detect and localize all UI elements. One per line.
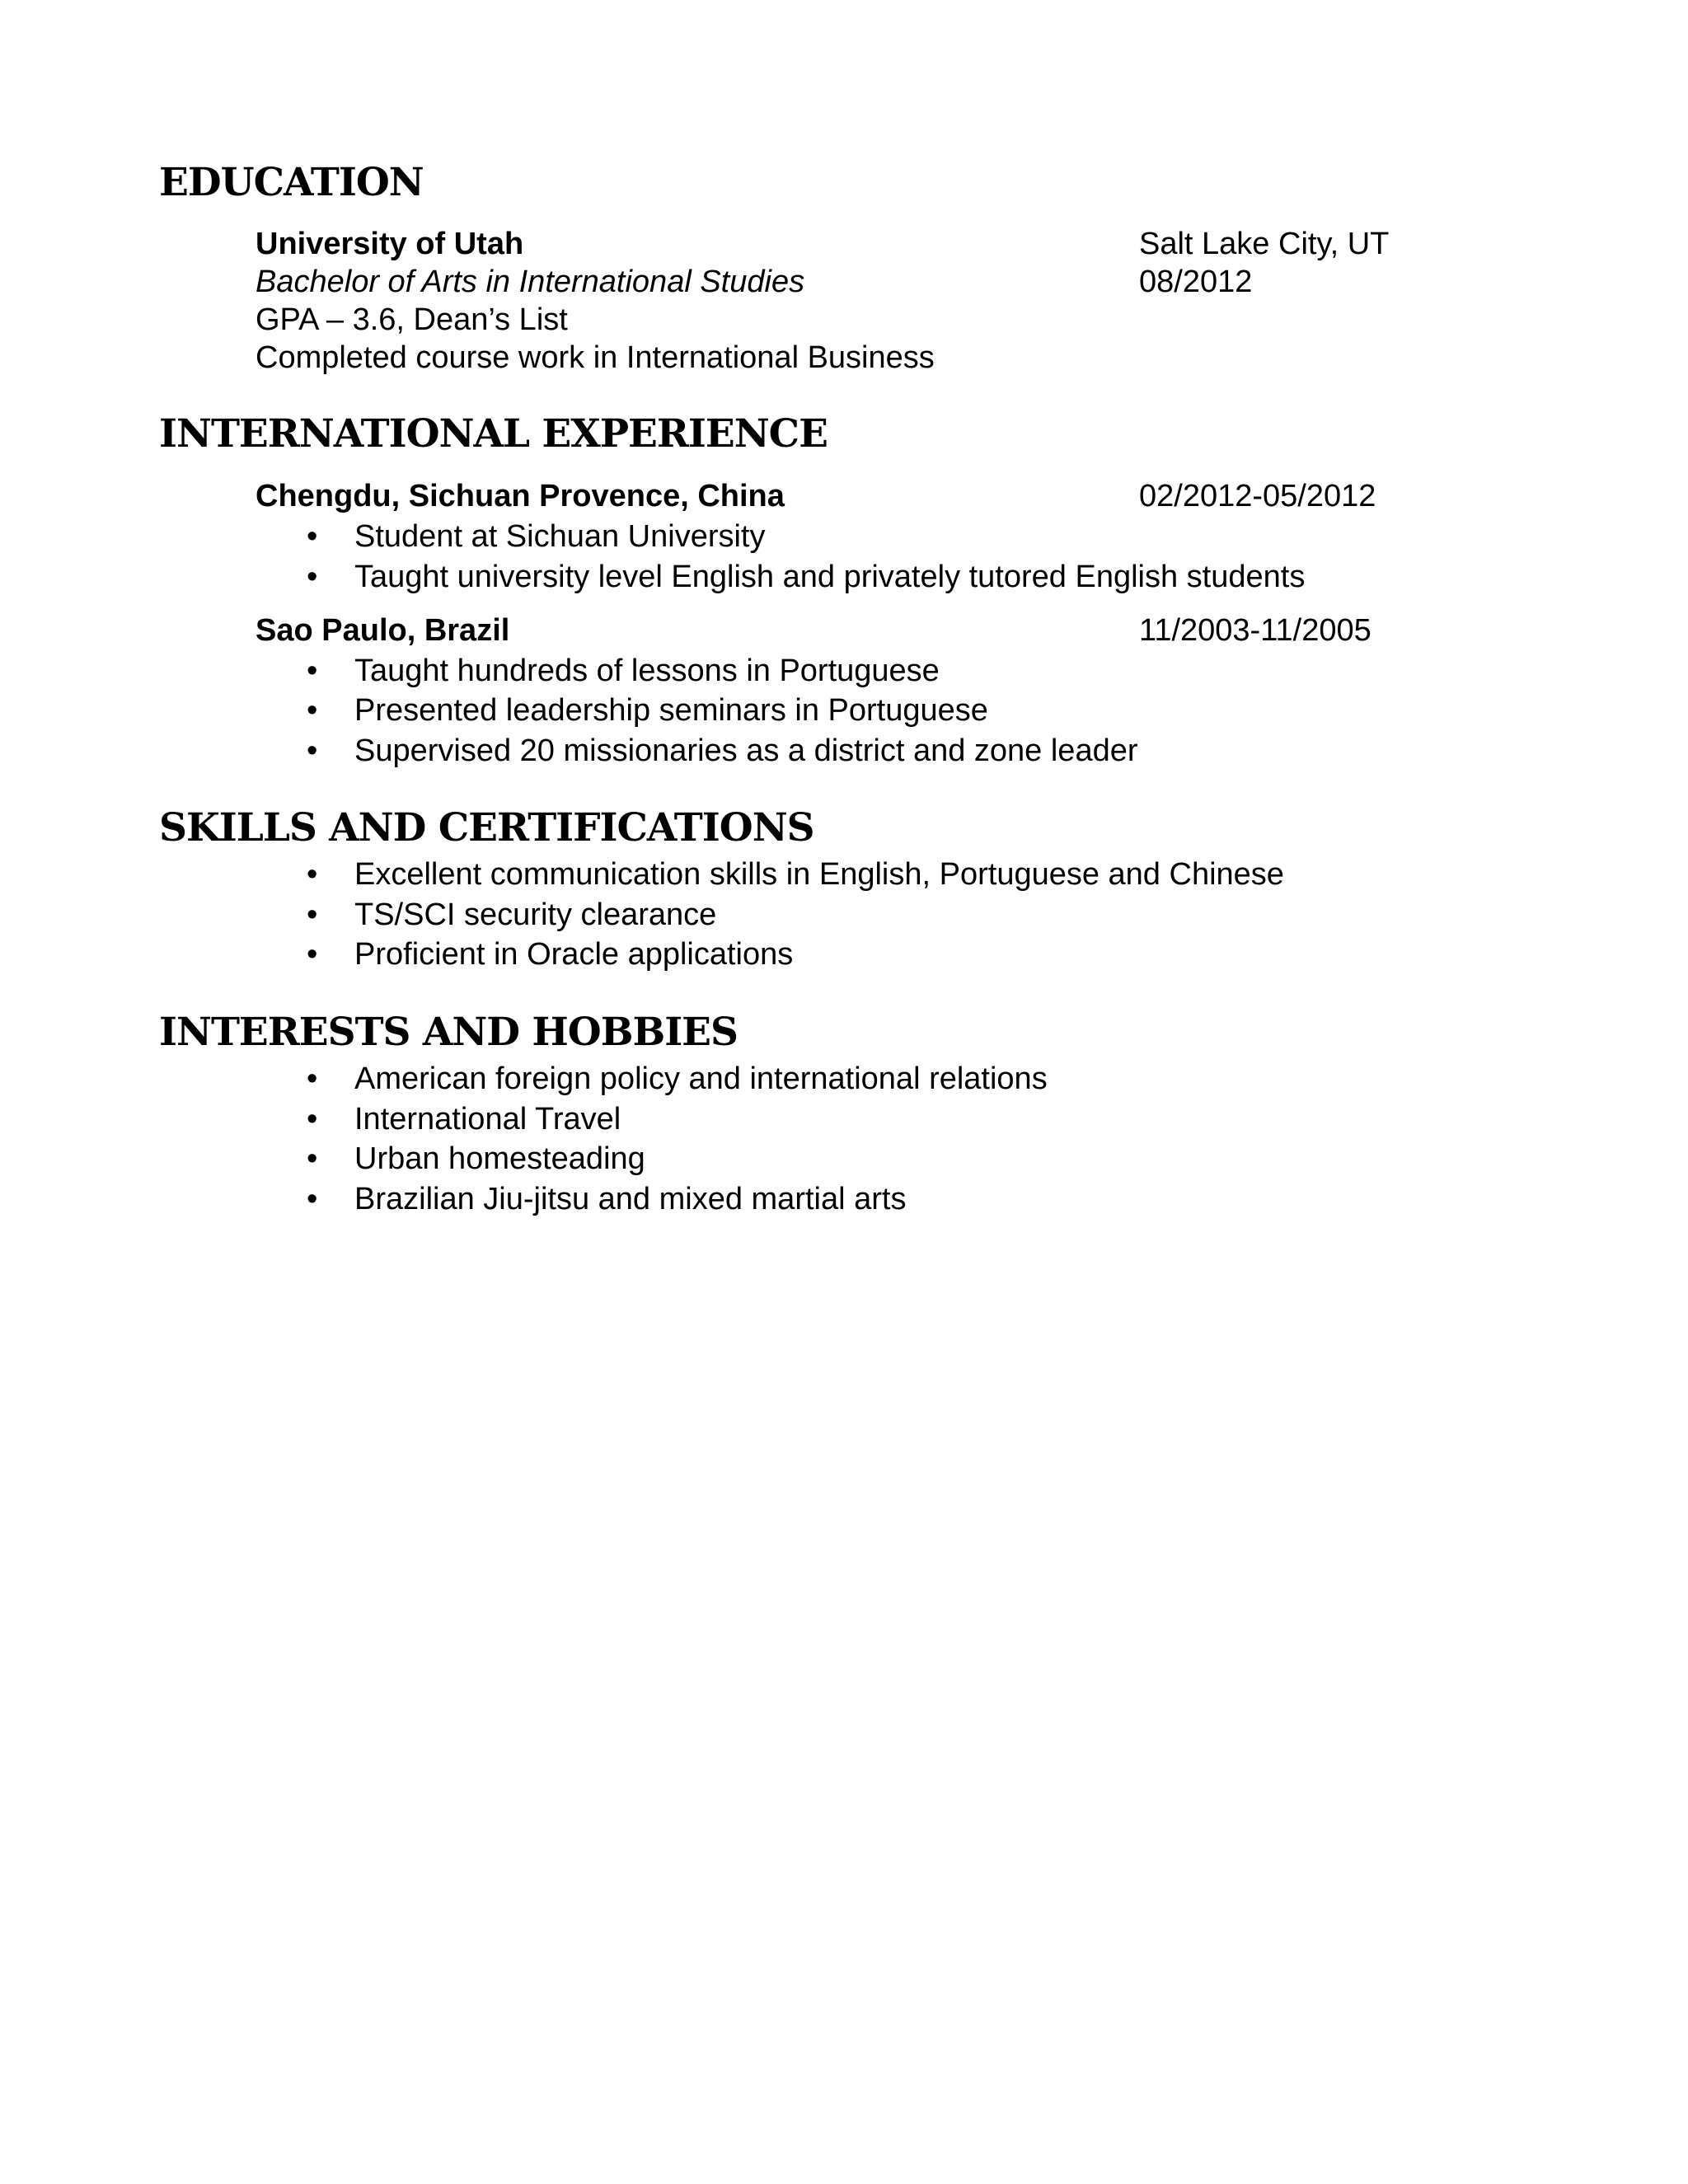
graduation-date: 08/2012 <box>1139 265 1253 299</box>
bullet-text: Supervised 20 missionaries as a district and zone leader <box>354 733 1138 768</box>
bullet-icon: • <box>307 654 318 688</box>
bullet-text: Student at Sichuan University <box>354 519 766 554</box>
bullet-text: Proficient in Oracle applications <box>354 937 794 972</box>
skills-heading: SKILLS AND CERTIFICATIONS <box>159 805 814 851</box>
bullet-text: Urban homesteading <box>354 1141 645 1176</box>
school-location: Salt Lake City, UT <box>1139 227 1390 261</box>
bullet-icon: • <box>307 898 318 932</box>
interests-heading: INTERESTS AND HOBBIES <box>159 1010 738 1055</box>
bullet-text: Excellent communication skills in English, Portuguese and Chinese <box>354 857 1284 892</box>
bullet-text: International Travel <box>354 1102 621 1137</box>
bullet-icon: • <box>307 519 318 554</box>
bullet-icon: • <box>307 1102 318 1137</box>
school-name: University of Utah <box>256 227 524 261</box>
bullet-icon: • <box>307 1062 318 1096</box>
bullet-icon: • <box>307 1182 318 1216</box>
bullet-text: American foreign policy and international relations <box>354 1062 1048 1096</box>
bullet-icon: • <box>307 857 318 892</box>
coursework-line: Completed course work in International Business <box>256 340 935 375</box>
gpa-line: GPA – 3.6, Dean’s List <box>256 302 568 337</box>
bullet-text: Taught hundreds of lessons in Portuguese <box>354 654 940 688</box>
bullet-text: Taught university level English and privately tutored English students <box>354 560 1306 594</box>
bullet-text: TS/SCI security clearance <box>354 898 717 932</box>
bullet-icon: • <box>307 733 318 768</box>
experience-heading: INTERNATIONAL EXPERIENCE <box>159 411 828 457</box>
experience-place: Sao Paulo, Brazil <box>256 613 510 648</box>
experience-dates: 11/2003-11/2005 <box>1139 613 1372 648</box>
bullet-icon: • <box>307 693 318 728</box>
bullet-icon: • <box>307 1141 318 1176</box>
bullet-text: Presented leadership seminars in Portuguese <box>354 693 988 728</box>
experience-dates: 02/2012-05/2012 <box>1139 479 1376 513</box>
bullet-text: Brazilian Jiu-jitsu and mixed martial arts <box>354 1182 907 1216</box>
education-heading: EDUCATION <box>159 160 424 205</box>
bullet-icon: • <box>307 560 318 594</box>
degree: Bachelor of Arts in International Studies <box>256 265 805 299</box>
experience-place: Chengdu, Sichuan Provence, China <box>256 479 785 513</box>
bullet-icon: • <box>307 937 318 972</box>
